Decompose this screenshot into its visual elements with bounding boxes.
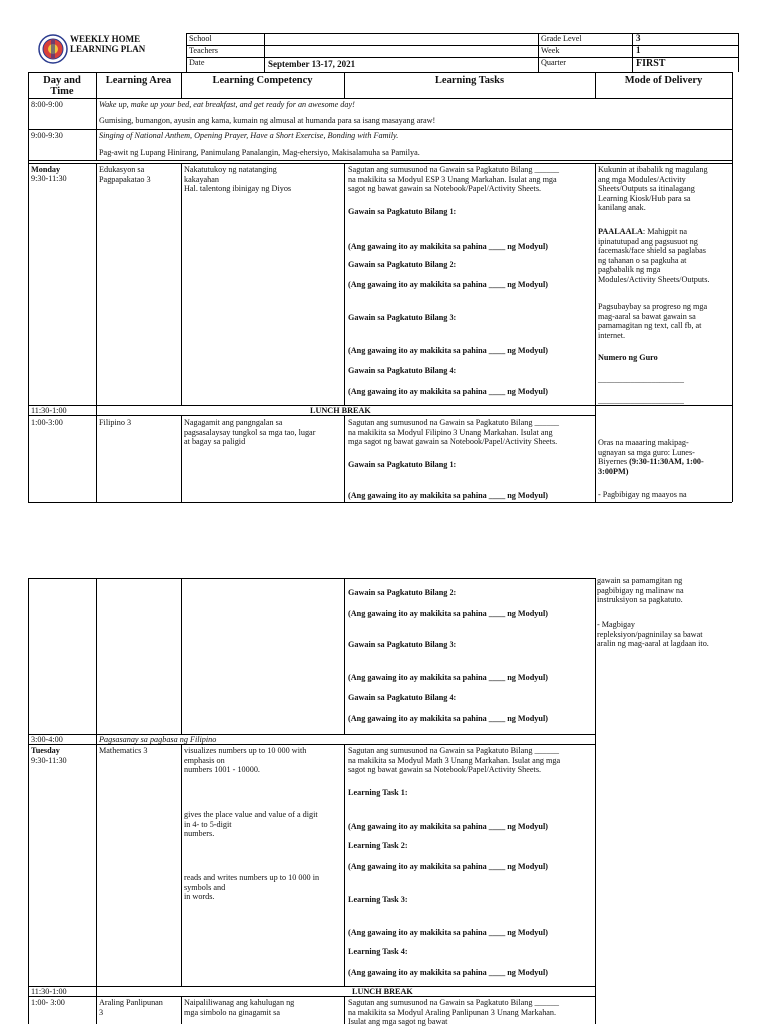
filipino-page-ref-2: (Ang gawaing ito ay makikita sa pahina ____ ng Modyul) <box>348 609 548 618</box>
date-value: September 13-17, 2021 <box>268 59 356 69</box>
date-label: Date <box>189 58 205 67</box>
lunch-label-1: LUNCH BREAK <box>310 406 371 415</box>
reading-time: 3:00-4:00 <box>31 735 63 744</box>
delivery-contact-hours <box>598 438 704 476</box>
monday-time: 9:30-11:30 <box>31 174 67 183</box>
filipino-page-ref-1: (Ang gawaing ito ay makikita sa pahina ____ ng Modyul) <box>348 491 548 500</box>
lunch-time-2: 11:30-1:00 <box>31 987 67 996</box>
paalaala-label: PAALAALA <box>598 227 643 236</box>
monday-page-ref-1: (Ang gawaing ito ay makikita sa pahina ____ ng Modyul) <box>348 242 548 251</box>
monday-page-ref-4: (Ang gawaing ito ay makikita sa pahina ____ ng Modyul) <box>348 387 548 396</box>
col-header-tasks: Learning Tasks <box>434 75 505 86</box>
monday-task-intro: Sagutan ang sumusunod na Gawain sa Pagkatuto Bilang ______ na makikita sa Modyul ESP 3 Unang Markahan. Isulat ang mga sagot ng bawat gawain sa Notebook/Papel/Activity Sheets. <box>348 165 560 194</box>
tuesday-day: Tuesday <box>31 746 60 755</box>
filipino-gawain-3: Gawain sa Pagkatuto Bilang 3: <box>348 640 457 649</box>
filipino-page-ref-3: (Ang gawaing ito ay makikita sa pahina ____ ng Modyul) <box>348 673 548 682</box>
delivery-paalaala <box>598 227 709 285</box>
ap-task-intro: Sagutan ang sumusunod na Gawain sa Pagkatuto Bilang ______ na makikita sa Modyul Araling Panlipunan 3 Unang Markahan. Isulat ang mga sagot ng bawat <box>348 998 560 1027</box>
contact-hours-text: Oras na maaaring makipag- ugnayan sa mga guro: Lunes- Biyernes <box>598 438 695 467</box>
monday-page-ref-3: (Ang gawaing ito ay makikita sa pahina ____ ng Modyul) <box>348 346 548 355</box>
monday-gawain-1: Gawain sa Pagkatuto Bilang 1: <box>348 207 457 216</box>
filipino-gawain-2: Gawain sa Pagkatuto Bilang 2: <box>348 588 457 597</box>
filipino-gawain-4: Gawain sa Pagkatuto Bilang 4: <box>348 693 457 702</box>
teachers-label: Teachers <box>189 46 218 55</box>
teacher-number-label: Numero ng Guro <box>598 353 658 362</box>
monday-gawain-3: Gawain sa Pagkatuto Bilang 3: <box>348 313 457 322</box>
routine-line-1: Wake up, make up your bed, eat breakfast, and get ready for an awesome day! <box>99 100 355 109</box>
deped-seal-logo <box>38 34 68 64</box>
monday-day: Monday <box>31 165 61 174</box>
reading-label: Pagsasanay sa pagbasa ng Filipino <box>99 735 217 744</box>
delivery-instruction-start: - Pagbibigay ng maayos na <box>598 490 687 499</box>
tuesday-page-ref-4: (Ang gawaing ito ay makikita sa pahina ____ ng Modyul) <box>348 968 548 977</box>
monday-gawain-4: Gawain sa Pagkatuto Bilang 4: <box>348 366 457 375</box>
school-label: School <box>189 34 212 43</box>
ap-area: Araling Panlipunan 3 <box>99 998 163 1017</box>
routine-line-2: Singing of National Anthem, Opening Prayer, Have a Short Exercise, Bonding with Family. <box>99 131 399 140</box>
tuesday-lt-2: Learning Task 2: <box>348 841 408 850</box>
col-header-delivery: Mode of Delivery <box>624 75 703 86</box>
tuesday-area: Mathematics 3 <box>99 746 148 755</box>
lunch-label-2: LUNCH BREAK <box>352 987 413 996</box>
ap-time: 1:00- 3:00 <box>31 998 65 1007</box>
tuesday-page-ref-3: (Ang gawaing ito ay makikita sa pahina ____ ng Modyul) <box>348 928 548 937</box>
quarter-value: FIRST <box>636 58 666 69</box>
routine-line-1-fil: Gumising, bumangon, ayusin ang kama, kumain ng almusal at humanda para sa isang masayang araw! <box>99 116 436 125</box>
filipino-gawain-1: Gawain sa Pagkatuto Bilang 1: <box>348 460 457 469</box>
col-header-day-time: Day and Time <box>43 75 81 97</box>
ap-competency: Naipaliliwanag ang kahulugan ng mga simbolo na ginagamit sa <box>184 998 295 1017</box>
paalaala-text: : Mahigpit na ipinatutupad ang pagsusuot ng facemask/face shield sa paglabas ng tahanan o sa pagkuha at pagbabalik ng mga Modules/Activity Sheets/Outputs. <box>598 227 710 284</box>
filipino-page-ref-4: (Ang gawaing ito ay makikita sa pahina ____ ng Modyul) <box>348 714 548 723</box>
routine-line-2-fil: Pag-awit ng Lupang Hinirang, Panimulang Panalangin, Mag-ehersiyo, Makisalamuha sa Pamilya. <box>99 148 420 157</box>
tuesday-lt-4: Learning Task 4: <box>348 947 408 956</box>
tuesday-lt-1: Learning Task 1: <box>348 788 408 797</box>
tuesday-competency-1: visualizes numbers up to 10 000 with emphasis on numbers 1001 - 10000. <box>184 746 307 775</box>
monday-area: Edukasyon sa Pagpapakatao 3 <box>99 165 151 184</box>
delivery-instruction-cont: gawain sa pamamgitan ng pagbibigay ng malinaw na instruksiyon sa pagkatuto. <box>597 576 684 605</box>
week-value: 1 <box>636 45 641 55</box>
delivery-reflection: - Magbigay repleksiyon/pagninilay sa bawat aralin ng mag-aaral at lagdaan ito. <box>597 620 709 649</box>
teacher-number-blank-2: _____________________ <box>598 396 684 405</box>
tuesday-competency-2: gives the place value and value of a digit in 4- to 5-digit numbers. <box>184 810 318 839</box>
routine-time-1: 8:00-9:00 <box>31 100 63 109</box>
monday-gawain-2: Gawain sa Pagkatuto Bilang 2: <box>348 260 457 269</box>
contact-hours-bold: (9:30-11:30AM, 1:00- 3:00PM) <box>598 457 704 476</box>
filipino-competency: Nagagamit ang pangngalan sa pagsasalaysay tungkol sa mga tao, lugar at bagay sa paligid <box>184 418 316 447</box>
tuesday-time: 9:30-11:30 <box>31 756 67 765</box>
monday-page-ref-2: (Ang gawaing ito ay makikita sa pahina ____ ng Modyul) <box>348 280 548 289</box>
col-header-competency: Learning Competency <box>212 75 313 86</box>
filipino-time: 1:00-3:00 <box>31 418 63 427</box>
filipino-task-intro: Sagutan ang sumusunod na Gawain sa Pagkatuto Bilang ______ na makikita sa Modyul Filipino 3 Unang Markahan. Isulat ang mga sagot ng bawat gawain sa Notebook/Papel/Activity Sheets. <box>348 418 560 447</box>
tuesday-task-intro: Sagutan ang sumusunod na Gawain sa Pagkatuto Bilang ______ na makikita sa Modyul Math 3 Unang Markahan. Isulat ang mga sagot ng bawat gawain sa Notebook/Papel/Activity Sheets. <box>348 746 561 775</box>
quarter-label: Quarter <box>541 58 567 67</box>
delivery-monitoring: Pagsubaybay sa progreso ng mga mag-aaral sa bawat gawain sa pamamagitan ng text, call fb, at internet. <box>598 302 708 340</box>
delivery-kiosk: Kukunin at ibabalik ng magulang ang mga Modules/Activity Sheets/Outputs sa itinalagang Learning Kiosk/Hub para sa kanilang anak. <box>598 165 708 213</box>
filipino-area: Filipino 3 <box>99 418 132 427</box>
tuesday-lt-3: Learning Task 3: <box>348 895 408 904</box>
plan-title: WEEKLY HOME LEARNING PLAN <box>70 34 146 54</box>
col-header-learning-area: Learning Area <box>105 75 172 86</box>
tuesday-page-ref-2: (Ang gawaing ito ay makikita sa pahina ____ ng Modyul) <box>348 862 548 871</box>
routine-time-2: 9:00-9:30 <box>31 131 63 140</box>
week-label: Week <box>541 46 560 55</box>
grade-value: 3 <box>636 33 641 43</box>
lunch-time-1: 11:30-1:00 <box>31 406 67 415</box>
tuesday-page-ref-1: (Ang gawaing ito ay makikita sa pahina ____ ng Modyul) <box>348 822 548 831</box>
teacher-number-blank-1: _____________________ <box>598 375 684 384</box>
grade-label: Grade Level <box>541 34 582 43</box>
monday-competency: Nakatutukoy ng natatanging kakayahan Hal. talentong ibinigay ng Diyos <box>184 165 292 194</box>
tuesday-competency-3: reads and writes numbers up to 10 000 in symbols and in words. <box>184 873 320 902</box>
